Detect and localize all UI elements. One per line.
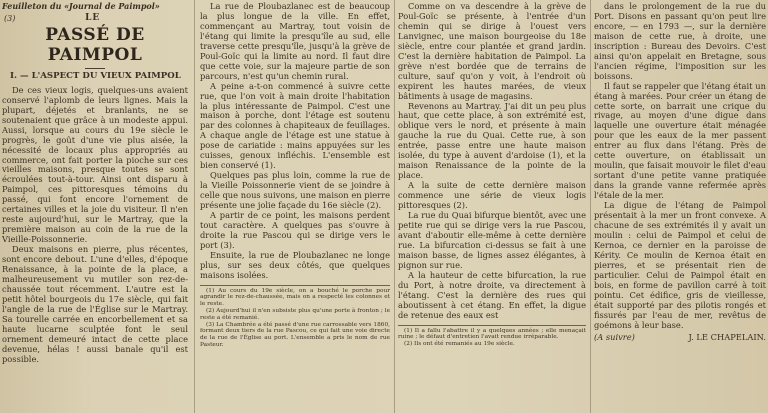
article-footer <box>594 333 766 343</box>
paragraph: Ensuite, la rue de Ploubazlanec ne longe plus, sur ses deux côtés, que quelques maisons isolées. <box>200 249 390 280</box>
column-3 <box>398 2 586 410</box>
footnotes <box>398 325 586 348</box>
author-signature: J. LE CHAPELAIN. <box>688 332 766 343</box>
paragraph: Il faut se rappeler que l'étang était un étang à marées. Pour créer un étang de cette sorte, on barrait une crique du rivage, au moyen d'une digue dans laquelle une ouverture était ménagée pour que les eaux de la mer passent entrer au flux dans l'étang. Près de cette ouverture, on établissait un moulin, que faisait mouvoir le filet d'eau sortant d'une petite vanne pratiquée dans la grande vanne refermée après l'étale de la mer. <box>594 80 766 201</box>
column-1 <box>2 2 188 410</box>
paragraph: Revenons au Martray. J'ai dit un peu plus haut, que cette place, à son extrémité est, oblique vers le nord, et présente à main gauche la rue du Quai. Cette rue, à son entrée, passe entre une haute maison isolée, du type à auvent d'ardoise (1), et la maison Renaissance de la pointe de la place. <box>398 100 586 181</box>
paragraph: La digue de l'étang de Paimpol présentait à la mer un front convexe. A chacune de ses extrémités il y avait un moulin : celui de Paimpol et celui de Kernoa, ce dernier en la paroisse de Kérity. Ce moulin de Kernoa était en pierres, et se présentait rien de particulier. Celui de Paimpol était en bois, en forme de pavillon carré à toit pointu. Cet édifice, gris de vieillesse, était supporté par des pilotis rongés et fissurés par l'eau de mer, revêtus de goémons à leur base. <box>594 200 766 330</box>
column-4 <box>594 2 766 410</box>
footnote: (2) Ils ont été remaniés au 19e siècle. <box>404 341 515 348</box>
paragraph: A partir de ce point, les maisons perdent tout caractère. A quelques pas s'ouvre à droite la rue Pascou qui se dirige vers le port (3). <box>200 210 390 250</box>
title-divider <box>85 68 105 69</box>
footnotes <box>200 285 390 349</box>
paragraph: Deux maisons en pierre, plus récentes, sont encore debout. L'une d'elles, d'époque Renaissance, à la pointe de la place, a malheureusement vu mutiler son rez-de-chaussée tout récemment. L'autre est la petit hôtel bourgeois du 17e siècle, qui fait l'angle de la rue de l'Église sur le Martray. Sa tourelle carrée en encorbellement et sa haute lucarne sculptée font le seul ornement demeuré intact de cette place devenue, hélas ! aussi banale qu'il est possible. <box>2 244 188 364</box>
paragraph: dans le prolongement de la rue du Port. Disons en passant qu'on peut lire encore, — en 1793 —, sur la dernière maison de cette rue, à droite, une inscription : Bureau des Devoirs. C'est ainsi qu'on appelait en Bretagne, sous l'ancien régime, l'imposition sur les boissons. <box>594 2 766 81</box>
title-article: LE <box>85 12 101 23</box>
installment-number: (3) <box>4 13 16 23</box>
title-row <box>4 14 184 24</box>
section-heading: I. — L'ASPECT DU VIEUX PAIMPOL <box>10 70 181 81</box>
paragraph: De ces vieux logis, quelques-uns avaient conservé l'aplomb de leurs lignes. Mais la plupart, déjetés et branlants, ne se soutenaient que grâce à un modeste appui. Aussi, lorsque au cours du 19e siècle le progrès, le goût d'une vie plus aisée, la nécessité de locaux plus appropriés au commerce, ont fait porter la pioche sur ces vieilles maisons, presque toutes se sont écroulées tout-à-tour. Ainsi ont disparu à Paimpol, ces pittoresques témoins du passé, qui font encore l'ornement de certaines villes et la joie du visiteur. Il n'en reste aujourd'hui, sur le Martray, que la première maison au coin de la rue de la Vieille-Poissonnerie. <box>2 84 188 245</box>
footnote: (3) La Chambrée a été passé d'une rue carrossable vers 1860, formant deux tiers de la rue Pascou, ce qui fait une voie directe de la rue de l'Église au port. L'ensemble a pris le nom de rue Pasteur. <box>200 321 390 349</box>
paragraph: La rue du Quai bifurque bientôt, avec une petite rue qui se dirige vers la rue Pascou, avant d'aboutir elle-même à cette dernière rue. La bifurcation ci-dessus se fait à une maison basse, de lignes assez élégantes, à pignon sur rue. <box>398 210 586 270</box>
footnote: (1) Il a fallu l'abattre il y a quelques années ; elle menaçait ruine ; le défaut d'entretien l'avait rendue irréparable. <box>398 327 586 341</box>
to-be-continued: (A suivre) <box>594 332 635 343</box>
column-2 <box>200 2 390 410</box>
column-rule <box>590 0 591 413</box>
article-title: PASSÉ DE PAIMPOL <box>45 24 145 65</box>
footnote: (2) Aujourd'hui il n'en subsiste plus qu'une porte à fronton ; le reste a été remanié. <box>200 308 390 321</box>
column-rule <box>194 0 195 413</box>
paragraph: A peine a-t-on commencé à suivre cette rue, que l'on voit à main droite l'habitation la plus intéressante de Paimpol. C'est une maison à porche, dont l'étage est soutenu par des colonnes à chapiteaux de feuillages. A chaque angle de l'étage est une statue à pose de cariatide : mains appuyées sur les cuisses, genoux infléchis. L'ensemble est bien conservé (1). <box>200 80 390 171</box>
paragraph: A la suite de cette dernière maison commence une série de vieux logis pittoresques (2). <box>398 180 586 211</box>
paragraph: A la hauteur de cette bifurcation, la rue du Port, à notre droite, va directement à l'étang. C'est la dernière des rues qui aboutissent à cet étang. En effet, la digue de retenue des eaux est <box>398 269 586 320</box>
paragraph: La rue de Ploubazlanec est de beaucoup la plus longue de la ville. En effet, commençant au Martray, tout voisin de l'étang qui limite la presqu'île au sud, elle traverse cette presqu'île, jusqu'à la grève de Poul-Goïc qui la limite au nord. Il faut dire que cette voie, sur la majeure partie de son parcours, n'est qu'un chemin rural. <box>200 2 390 81</box>
paragraph: Quelques pas plus loin, comme la rue de la Vieille Poissonnerie vient de se joindre à celle que nous suivons, une maison en pierre présente une jolie façade du 16e siècle (2). <box>200 170 390 211</box>
feuilleton-header: Feuilleton du «Journal de Paimpol» <box>2 2 160 11</box>
paragraph: Comme on va descendre à la grève de Poul-Goïc se présente, à l'entrée d'un chemin qui se dirige à l'ouest vers Lanvignec, une maison bourgeoise du 18e siècle, entre cour plantée et grand jardin. C'est la dernière habitation de Paimpol. La grève n'est bordée que de terrains de culture, sauf qu'on y voit, à l'endroit où expirent les hautes marées, de vieux bâtiments à usage de magasins. <box>398 2 586 101</box>
column-rule <box>394 0 395 413</box>
footnote: (1) Au cours du 19e siècle, on a bouché le porche pour agrandir le rez-de-chaussée, mais on a respecté les colonnes et le reste. <box>200 287 390 308</box>
